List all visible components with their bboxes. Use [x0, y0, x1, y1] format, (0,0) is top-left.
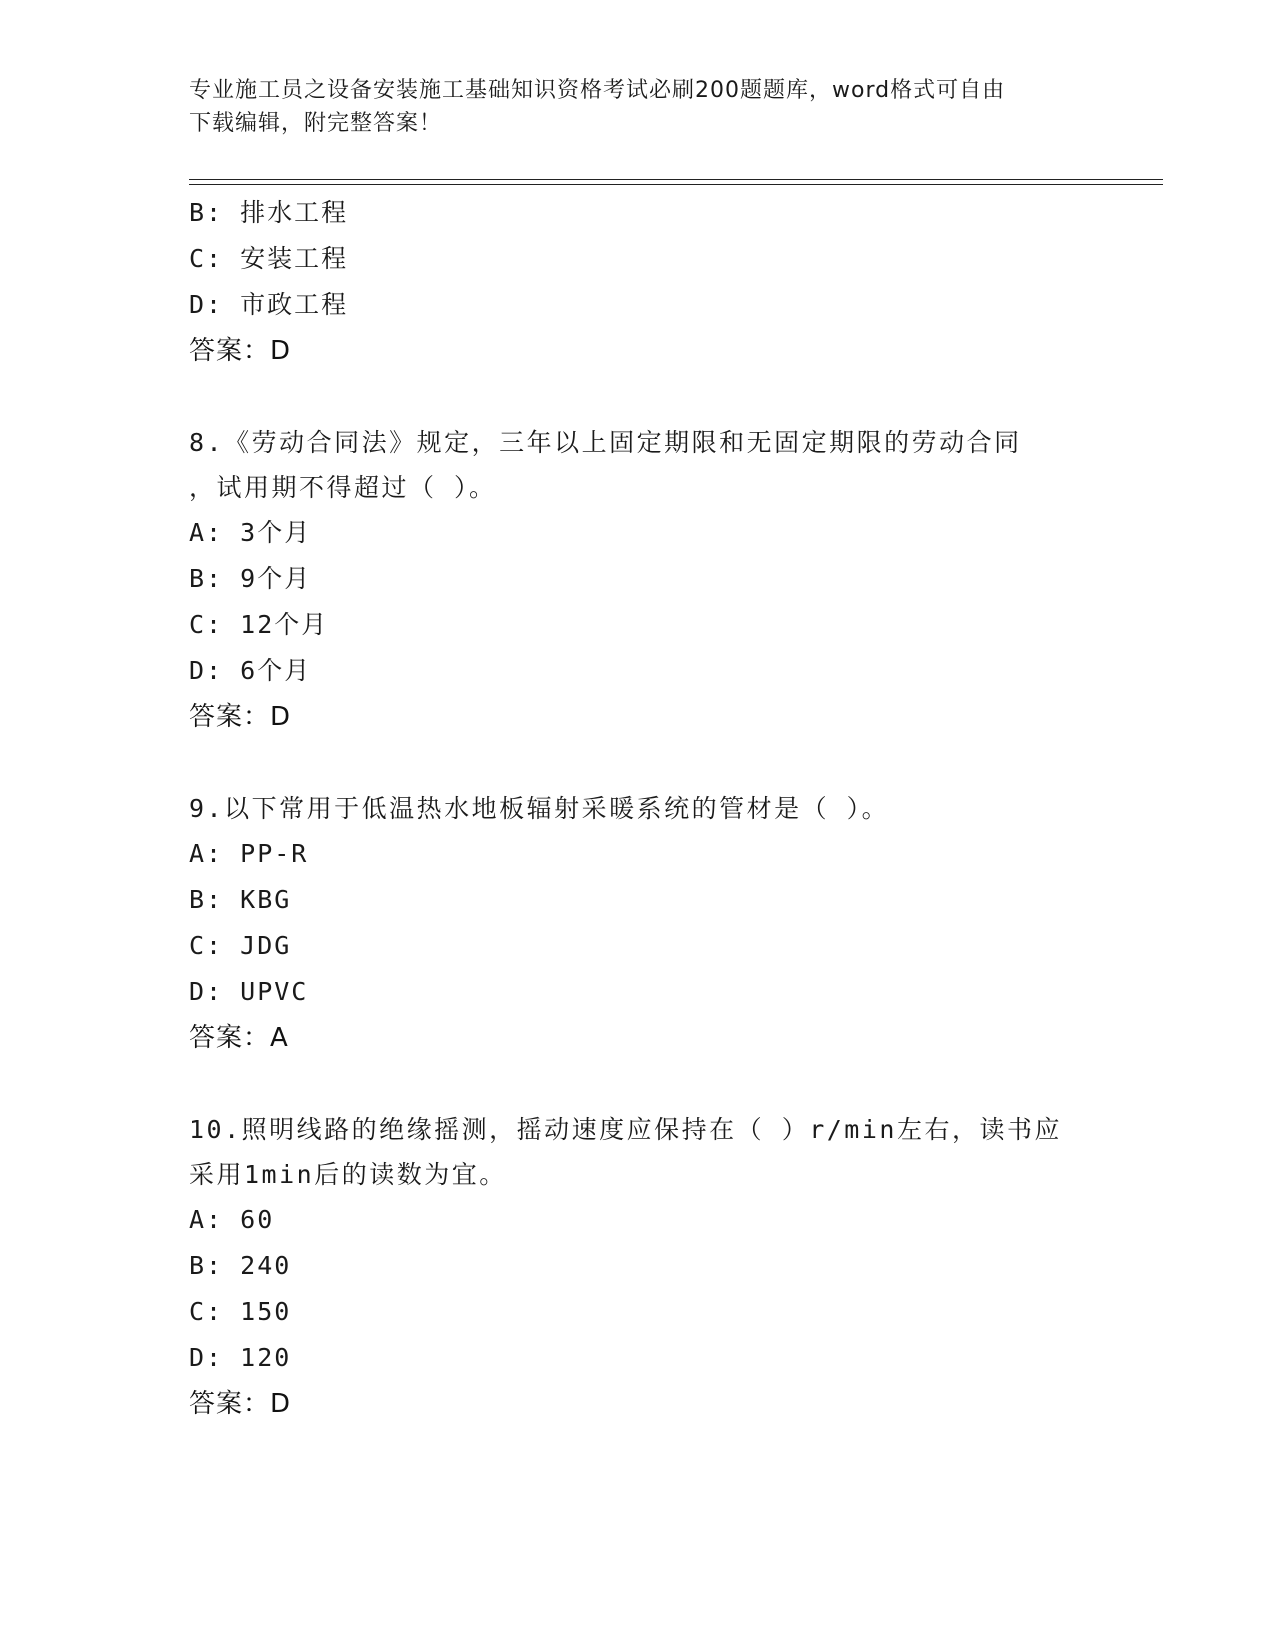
spacer	[189, 740, 1109, 786]
option-d: D: 市政工程	[189, 290, 349, 319]
option-d: D: UPVC	[189, 977, 309, 1006]
header-divider-bottom	[189, 184, 1163, 185]
answer-line: 答案：D	[189, 702, 292, 732]
question-stem-line-2: 采用1min后的读数为宜。	[189, 1160, 507, 1189]
option-c: C: JDG	[189, 931, 292, 960]
question-7	[189, 190, 1109, 374]
document-header	[189, 74, 1089, 140]
question-8	[189, 420, 1109, 740]
spacer	[189, 1061, 1109, 1107]
option-d: D: 120	[189, 1343, 292, 1372]
question-stem-line-1: 9.以下常用于低温热水地板辐射采暖系统的管材是（ ）。	[189, 794, 890, 823]
question-stem-line-1: 10.照明线路的绝缘摇测，摇动速度应保持在（ ）r/min左右，读书应	[189, 1115, 1062, 1144]
question-9	[189, 786, 1109, 1061]
question-stem	[189, 420, 1109, 510]
option-b: B: 9个月	[189, 564, 312, 593]
option-c: C: 150	[189, 1297, 292, 1326]
option-b: B: 排水工程	[189, 198, 349, 227]
option-a: A: PP-R	[189, 839, 309, 868]
answer-line: 答案：D	[189, 1389, 292, 1419]
option-d: D: 6个月	[189, 656, 312, 685]
option-b: B: KBG	[189, 885, 292, 914]
option-b: B: 240	[189, 1251, 292, 1280]
header-line-1: 专业施工员之设备安装施工基础知识资格考试必刷200题题库，word格式可自由	[189, 78, 1006, 103]
option-a: A: 3个月	[189, 518, 312, 547]
question-stem-line-2: ，试用期不得超过（ ）。	[189, 473, 497, 502]
header-line-2: 下载编辑，附完整答案！	[189, 111, 443, 136]
question-list	[189, 190, 1109, 1427]
option-c: C: 安装工程	[189, 244, 349, 273]
question-10	[189, 1107, 1109, 1427]
question-stem	[189, 1107, 1109, 1197]
option-a: A: 60	[189, 1205, 275, 1234]
option-c: C: 12个月	[189, 610, 329, 639]
spacer	[189, 374, 1109, 420]
answer-line: 答案：A	[189, 1023, 289, 1053]
header-divider-top	[189, 179, 1163, 180]
question-stem	[189, 786, 1109, 831]
answer-line: 答案：D	[189, 336, 292, 366]
question-stem-line-1: 8.《劳动合同法》规定，三年以上固定期限和无固定期限的劳动合同	[189, 428, 1022, 457]
